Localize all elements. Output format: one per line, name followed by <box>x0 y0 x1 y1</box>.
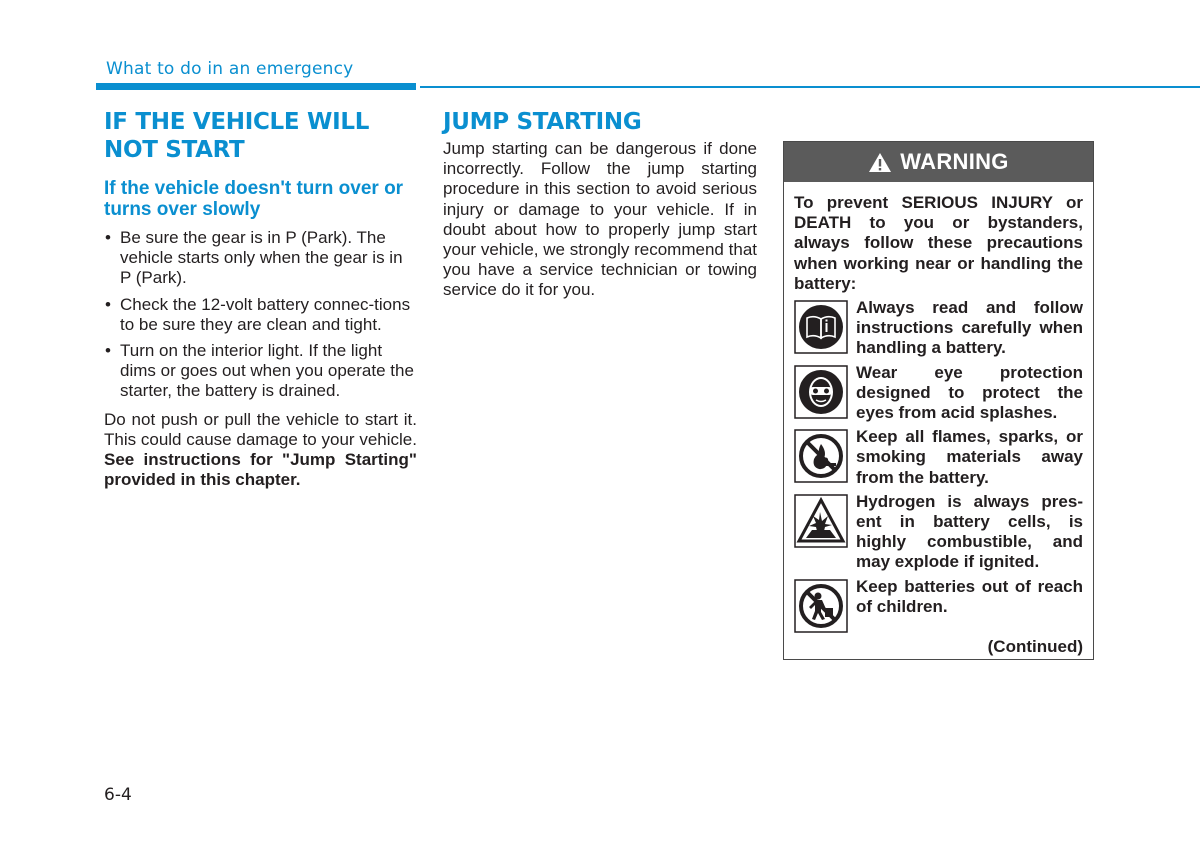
no-flames-icon <box>794 429 848 483</box>
warning-item <box>794 427 1083 488</box>
paragraph-bold-text: See instructions for "Jump Starting" provided in this chapter. <box>104 450 417 490</box>
section-title-no-start: IF THE VEHICLE WILL NOT START <box>104 109 370 163</box>
keep-from-children-icon <box>794 579 848 633</box>
warning-item <box>794 363 1083 424</box>
warning-item <box>794 298 1083 359</box>
warning-header <box>784 142 1093 182</box>
warning-item-text: Keep all flames, sparks, or smoking materials away from the battery. <box>856 427 1083 487</box>
warning-intro: To prevent SERIOUS INJURY or DEATH to you or bystanders, always follow these precautions when working near or handling the battery: <box>794 193 1083 293</box>
warning-item-text: Keep batteries out of reach of children. <box>856 576 1083 616</box>
warning-item-text: Hydrogen is always pres-ent in battery cells, is highly combustible, and may explode if ignited. <box>856 491 1083 572</box>
continued-label: (Continued) <box>987 636 1083 656</box>
warning-item <box>794 577 1083 633</box>
section-title-jump-starting: JUMP STARTING <box>443 109 642 135</box>
bullet-item: • Be sure the gear is in P (Park). The vehicle starts only when the gear is in P (Park). <box>104 228 417 289</box>
warning-item-text: Always read and follow instructions carefully when handling a battery. <box>856 298 1083 358</box>
header-rule-thin <box>420 86 1200 88</box>
warning-triangle-icon <box>868 152 892 173</box>
section-header: What to do in an emergency <box>106 59 354 79</box>
read-instructions-icon <box>794 300 848 354</box>
subtitle-turn-over: If the vehicle doesn't turn over or turns over slowly <box>104 178 404 220</box>
jump-starting-paragraph: Jump starting can be dangerous if done incorrectly. Follow the jump starting procedure in this section to avoid serious injury or damage to your vehicle. If in doubt about how to properly jump start your vehicle, we strongly recommend that you have a service technician or towing service do it for you. <box>443 139 757 300</box>
warning-label: WARNING <box>900 149 1009 174</box>
left-column <box>104 108 417 490</box>
warning-box <box>783 141 1094 660</box>
page-number: 6-4 <box>104 785 132 805</box>
paragraph-text: Do not push or pull the vehicle to start it. This could cause damage to your vehicle. <box>104 409 417 449</box>
bullet-item: • Turn on the interior light. If the light dims or goes out when you operate the starter, the battery is drained. <box>104 341 417 402</box>
middle-column <box>443 108 757 301</box>
bullet-item: • Check the 12-volt battery connec-tions to be sure they are clean and tight. <box>104 295 417 335</box>
bullet-list <box>104 228 417 402</box>
warning-item <box>794 492 1083 573</box>
eye-protection-icon <box>794 365 848 419</box>
header-rule-thick <box>96 83 416 90</box>
explosion-hazard-icon <box>794 494 848 548</box>
push-pull-paragraph <box>104 410 417 491</box>
warning-item-text: Wear eye protection designed to protect the eyes from acid splashes. <box>856 362 1083 423</box>
